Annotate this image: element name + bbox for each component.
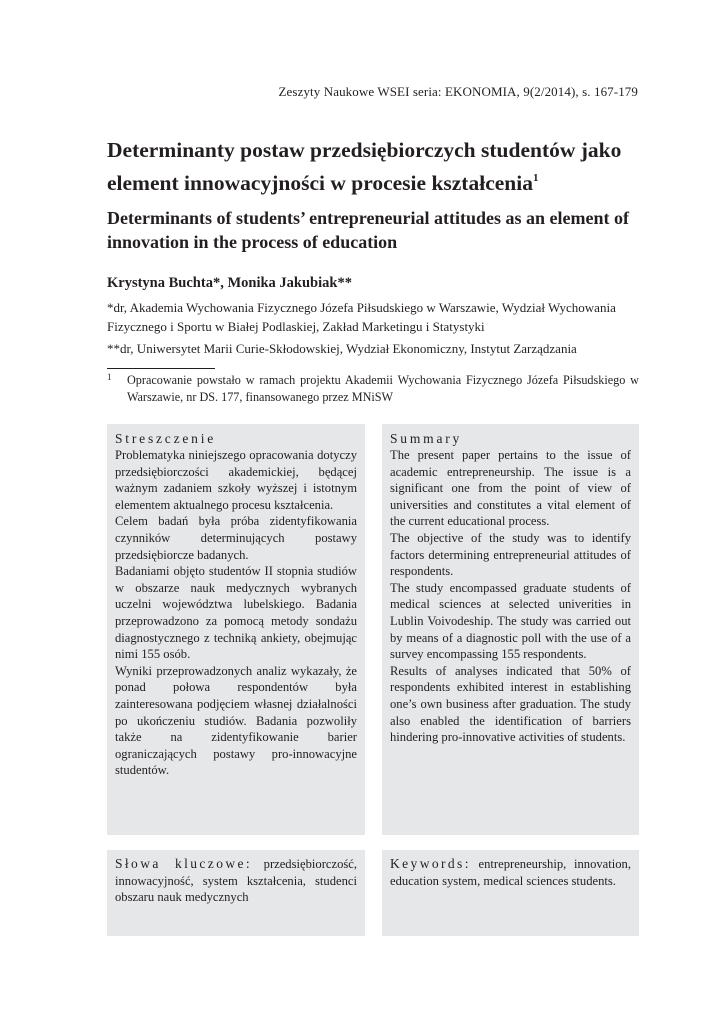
keywords-polish-label: Słowa kluczowe: [115,856,253,871]
keywords-polish-text: przedsiębiorczość, innowacyjność, system kształcenia, studenci obszaru nauk medycznych [115,857,357,905]
keywords-english-label: Keywords: [390,856,471,871]
keywords-english [382,850,639,936]
keywords-polish-content [115,856,357,906]
abstract-polish-paragraph: Celem badań była próba zidentyfikowania czynników determinujących postawy przedsiębiorcze badanych. [115,514,357,562]
footnote-divider [107,368,215,369]
authors: Krystyna Buchta*, Monika Jakubiak** [107,275,352,291]
abstract-polish-body [115,447,357,779]
abstract-english-paragraph: The study encompassed graduate students of medical sciences at selected univerities in Lublin Voivodeship. The study was carried out by means of a diagnostic poll with the use of a survey encompassing 155 respondents. [390,580,631,662]
abstract-english-body [390,447,631,746]
abstract-polish-heading: Streszczenie [115,431,217,446]
abstract-english [382,424,639,835]
abstract-polish-paragraph: Wyniki przeprowadzonych analiz wykazały, że ponad połowa respondentów była zainteresowana podjęciem własnej działalności po ukończeniu studiów. Badania pozwoliły także na zidentyfikowanie barier ograniczających postawy pro-innowacyjne studentów. [115,663,357,778]
title-polish [107,136,647,197]
abstract-polish-paragraph: Badaniami objęto studentów II stopnia studiów w obszarze nauk medycznych wybranych uczelni województwa lubelskiego. Badania przeprowadzono za pomocą metody sondażu diagnostycznego z techniką ankiety, obejmując nimi 155 osób. [115,564,357,662]
title-polish-text: Determinanty postaw przedsiębiorczych studentów jako element innowacyjności w procesie kształcenia [107,138,622,195]
abstract-english-heading: Summary [390,431,463,446]
abstract-polish-paragraph: Problematyka niniejszego opracowania dotyczy przedsiębiorczości akademickiej, będącej ważnym zadaniem szkoły wyższej i istotnym elementem aktualnego procesu kształcenia. [115,448,357,512]
journal-header: Zeszyty Naukowe WSEI seria: EKONOMIA, 9(2/2014), s. 167-179 [278,84,638,99]
abstract-english-paragraph: The objective of the study was to identify factors determining entrepreneurial attitudes of respondents. [390,530,631,579]
abstract-polish [107,424,365,835]
affiliation-1: *dr, Akademia Wychowania Fizycznego Józefa Piłsudskiego w Warszawie, Wydział Wychowania Fizycznego i Sportu w Białej Podlaskiej, Zakład Marketingu i Statystyki [107,300,616,334]
title-english: Determinants of students’ entrepreneurial attitudes as an element of innovation in the process of education [107,208,629,252]
footnote-text: Opracowanie powstało w ramach projektu Akademii Wychowania Fizycznego Józefa Piłsudskiego w Warszawie, nr DS. 177, finansowanego przez MNiSW [127,373,639,404]
keywords-english-content [390,856,631,889]
keywords-english-text: entrepreneurship, innovation, education system, medical sciences students. [390,857,631,888]
affiliation-2: **dr, Uniwersytet Marii Curie-Skłodowskiej, Wydział Ekonomiczny, Instytut Zarządzania [107,341,577,356]
abstract-english-paragraph: The present paper pertains to the issue of academic entrepreneurship. The issue is a significant one from the point of view of universities and constitutes a vital element of the current educational process. [390,448,631,529]
keywords-polish [107,850,365,936]
title-footnote-mark: 1 [532,172,539,184]
footnote-number: 1 [107,372,112,382]
abstract-english-paragraph: Results of analyses indicated that 50% of respondents exhibited interest in establishing one’s own business after graduation. The study also enabled the identification of barriers hindering pro-innovative activities of students. [390,663,631,745]
